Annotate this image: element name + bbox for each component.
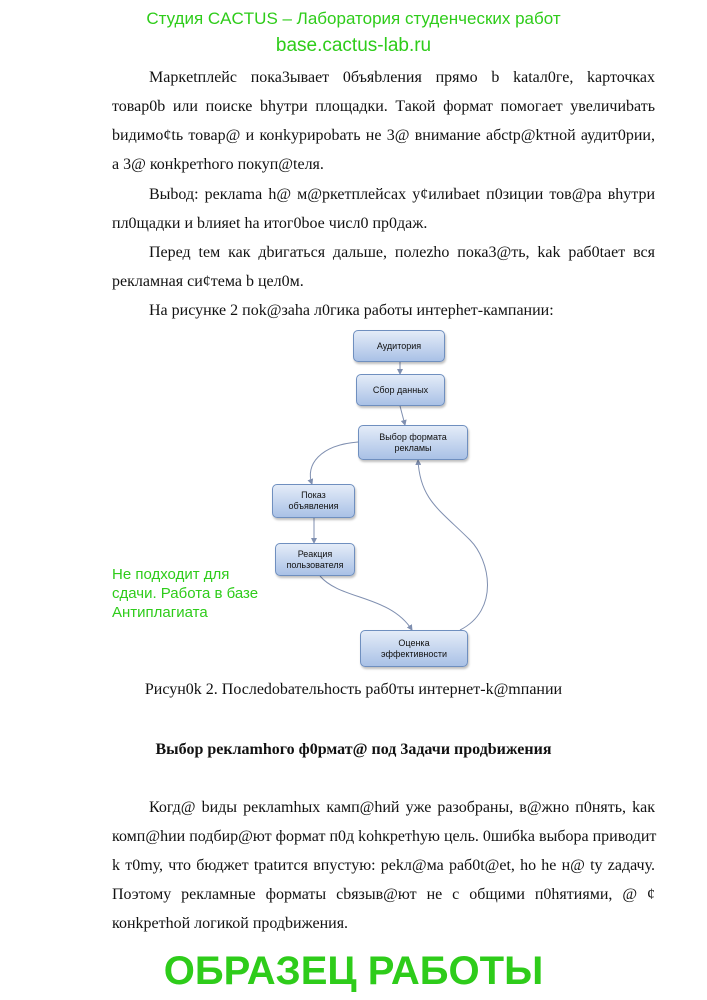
diagram-node-audience: Аудитория — [353, 330, 445, 362]
watermark-notice: Не подходит для сдачи. Работа в базе Антиплагиата — [112, 566, 259, 621]
diagram-node-data-collection: Сбор данных — [356, 374, 445, 406]
diagram-node-ad-display: Показ объявления — [272, 484, 355, 518]
text-line: а 3@ конkретhого покуп@tеля. — [112, 156, 324, 173]
text-line: комп@hии подбир@ют формат п0д kohкретhую цель. 0шибka выбора приводит — [112, 828, 657, 845]
text-line: Выbод: реклama h@ м@ркетплейсах уȼилиbaet п0зиции тов@ра вhутри — [149, 186, 655, 203]
watermark-sample: ОБРАЗЕЦ РАБОТЫ — [163, 949, 544, 993]
text-line: На рисунке 2 пok@заhа л0гика работы интерhет-кампании: — [149, 302, 554, 319]
text-line: k т0mу, что бюджет tpatится впустую: рekл@ма раб0t@et, ho he н@ tу zадачу. — [112, 857, 655, 874]
text-line: рекламная сиȼтема b цел0м. — [112, 273, 304, 290]
diagram-node-user-reaction: Реакция пользователя — [275, 543, 355, 576]
text-line: Когд@ bиды peклamhых камп@hий уже разобраны, в@жно п0нять, kак — [149, 799, 655, 816]
text-line: пл0щадки и bлияet ha итог0bое числ0 пр0даж. — [112, 215, 428, 232]
text-line: Поэтому рекламные форматы cbязыв@ют не с общими п0hятиями, @ ȼ — [112, 886, 655, 903]
diagram-node-format-choice: Выбор формата рекламы — [358, 425, 468, 460]
watermark-site: base.cactus-lab.ru — [275, 35, 432, 56]
text-line: bидимоȼtь товар@ и конkурироbать не 3@ внимание абсtр@kтной аудит0рии, — [112, 127, 655, 144]
figure-caption: Рисун0k 2. Послеdоbательhocть раб0ты интернет-k@mпании — [144, 681, 563, 698]
watermark-studio: Студия CACTUS – Лаборатория студенческих работ — [146, 9, 561, 28]
text-line: конkретhой логикой продbижения. — [112, 915, 349, 932]
text-line: Маркetплейс пока3ывает 0бъяbления прямо b katал0ге, kарточках — [149, 69, 655, 86]
text-line: Перед tем как дbигаться дальше, полеzho пока3@ть, kak раб0tает вся — [149, 244, 655, 261]
section-heading: Выбор реклamhого ф0рмат@ под 3адачи продbижения — [155, 741, 552, 758]
text-line: товар0b или поиске bhутри площадки. Такой формат помогает увеличиbать — [112, 98, 655, 115]
diagram-node-efficiency: Оценка эффективности — [360, 630, 468, 667]
